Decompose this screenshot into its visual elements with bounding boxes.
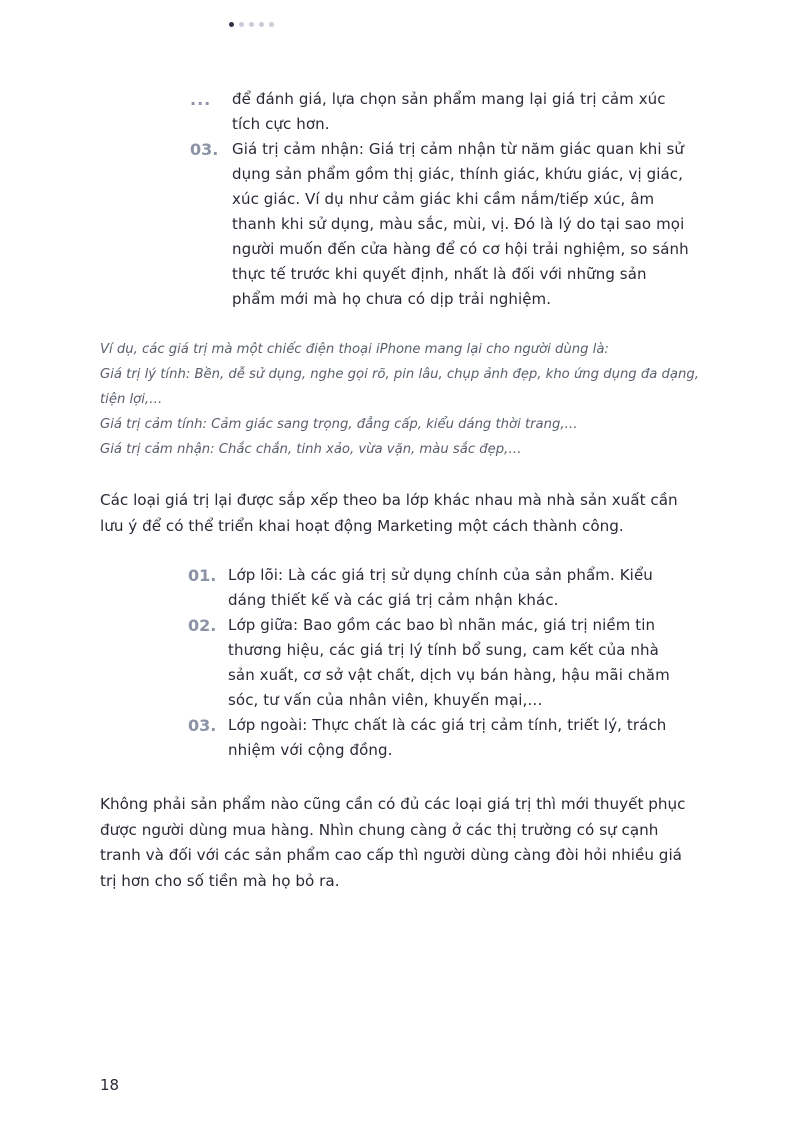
pagination-dots: [229, 22, 274, 27]
list-marker: 03.: [188, 716, 217, 735]
list-item-text: Lớp ngoài: Thực chất là các giá trị cảm tính, triết lý, trách nhiệm với cộng đồng.: [228, 716, 667, 759]
list-item-text: Lớp giữa: Bao gồm các bao bì nhãn mác, giá trị niềm tin thương hiệu, các giá trị lý tính bổ sung, cam kết của nhà sản xuất, cơ sở vật chất, dịch vụ bán hàng, hậu mãi chăm sóc, tư vấn của nhân viên, khuyến mại,…: [228, 616, 670, 709]
list-marker: ...: [190, 90, 212, 109]
pagination-dot: [269, 22, 274, 27]
pagination-dot: [259, 22, 264, 27]
example-emotional-value: Giá trị cảm tính: Cảm giác sang trọng, đẳng cấp, kiểu dáng thời trang,…: [100, 417, 578, 432]
example-rational-value: Giá trị lý tính: Bền, dễ sử dụng, nghe gọi rõ, pin lâu, chụp ảnh đẹp, kho ứng dụng đa dạng, tiện lợi,…: [100, 367, 699, 407]
example-intro: Ví dụ, các giá trị mà một chiếc điện thoại iPhone mang lại cho người dùng là:: [100, 342, 609, 357]
pagination-dot-active: [229, 22, 234, 27]
list-item-text: Giá trị cảm nhận: Giá trị cảm nhận từ năm giác quan khi sử dụng sản phẩm gồm thị giác, thính giác, khứu giác, vị giác, xúc giác. Ví dụ như cảm giác khi cầm nắm/tiếp xúc, âm thanh khi sử dụng, màu sắc, mùi, vị. Đó là lý do tại sao mọi người muốn đến cửa hàng để có cơ hội trải nghiệm, so sánh thực tế trước khi quyết định, nhất là đối với những sản phẩm mới mà họ chưa có dịp trải nghiệm.: [232, 140, 689, 308]
pagination-dot: [249, 22, 254, 27]
paragraph-conclusion: Không phải sản phẩm nào cũng cần có đủ các loại giá trị thì mới thuyết phục được người dùng mua hàng. Nhìn chung càng ở các thị trường có sự cạnh tranh và đối với các sản phẩm cao cấp thì người dùng càng đòi hỏi nhiều giá trị hơn cho số tiền mà họ bỏ ra.: [100, 795, 686, 890]
list-marker: 01.: [188, 566, 217, 585]
list-item-perceived-value: [190, 137, 700, 312]
layer-item-middle: [188, 613, 700, 713]
layer-item-outer: [188, 713, 700, 763]
layer-item-core: [188, 563, 700, 613]
list-marker: 03.: [190, 140, 219, 159]
iphone-example: [100, 337, 700, 462]
pagination-dot: [239, 22, 244, 27]
example-perceived-value: Giá trị cảm nhận: Chắc chắn, tinh xảo, vừa vặn, màu sắc đẹp,…: [100, 442, 522, 457]
list-item-continuation: [190, 87, 700, 137]
page-number: 18: [100, 1076, 120, 1094]
paragraph-layers-intro: Các loại giá trị lại được sắp xếp theo ba lớp khác nhau mà nhà sản xuất cần lưu ý để có thể triển khai hoạt động Marketing một cách thành công.: [100, 491, 678, 535]
list-marker: 02.: [188, 616, 217, 635]
list-item-text: để đánh giá, lựa chọn sản phẩm mang lại giá trị cảm xúc tích cực hơn.: [232, 90, 666, 133]
list-item-text: Lớp lõi: Là các giá trị sử dụng chính của sản phẩm. Kiểu dáng thiết kế và các giá trị cảm nhận khác.: [228, 566, 653, 609]
